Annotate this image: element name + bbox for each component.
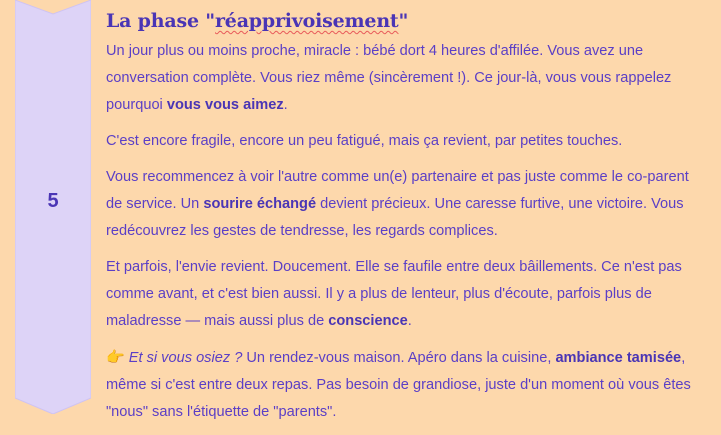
title-keyword: réapprivoisement <box>215 10 399 32</box>
paragraph-1 <box>106 38 706 119</box>
paragraph-4 <box>106 254 706 335</box>
paragraph-1-end: . <box>283 97 288 113</box>
title-prefix: La phase " <box>106 10 215 32</box>
section-title <box>106 10 706 32</box>
paragraph-1-bold: vous vous aimez <box>166 97 284 113</box>
paragraph-4-bold: conscience <box>328 313 408 329</box>
paragraph-3-bold: sourire échangé <box>203 196 317 212</box>
step-rail <box>15 0 91 414</box>
paragraph-2 <box>106 128 706 155</box>
paragraph-3-text: Vous recommencez à voir l'autre comme un(e) partenaire et pas juste comme le co-parent de service. Un <box>106 169 689 212</box>
paragraph-5-text: Un rendez-vous maison. Apéro dans la cuisine, <box>242 350 556 366</box>
paragraph-3 <box>106 164 706 245</box>
paragraph-1-text: Un jour plus ou moins proche, miracle : bébé dort 4 heures d'affilée. Vous avez une conversation complète. Vous riez même (sincèrement !). Ce jour-là, vous vous rappelez pourquoi <box>106 43 672 113</box>
paragraph-5-end: , même si c'est entre deux repas. Pas besoin de grandiose, juste d'un moment où vous êtes "nous" sans l'étiquette de "parents". <box>106 350 691 420</box>
step-number: 5 <box>47 190 59 212</box>
paragraph-3-end: devient précieux. Une caresse furtive, une victoire. Vous redécouvrez les gestes de tendresse, les regards complices. <box>106 196 684 239</box>
paragraph-5-italic: Et si vous osiez ? <box>128 350 243 366</box>
pointing-hand-icon: 👉 <box>106 349 125 366</box>
paragraph-4-end: . <box>407 313 412 329</box>
paragraph-4-text: Et parfois, l'envie revient. Doucement. Elle se faufile entre deux bâillements. Ce n'est pas comme avant, et c'est bien aussi. Il y a plus de lenteur, plus d'écoute, parfois plus de maladresse — mais aussi plus de <box>106 259 682 329</box>
step-content <box>106 10 706 435</box>
paragraph-2-text: C'est encore fragile, encore un peu fatigué, mais ça revient, par petites touches. <box>106 133 623 149</box>
paragraph-5-bold: ambiance tamisée <box>555 350 682 366</box>
title-suffix: " <box>398 10 409 32</box>
